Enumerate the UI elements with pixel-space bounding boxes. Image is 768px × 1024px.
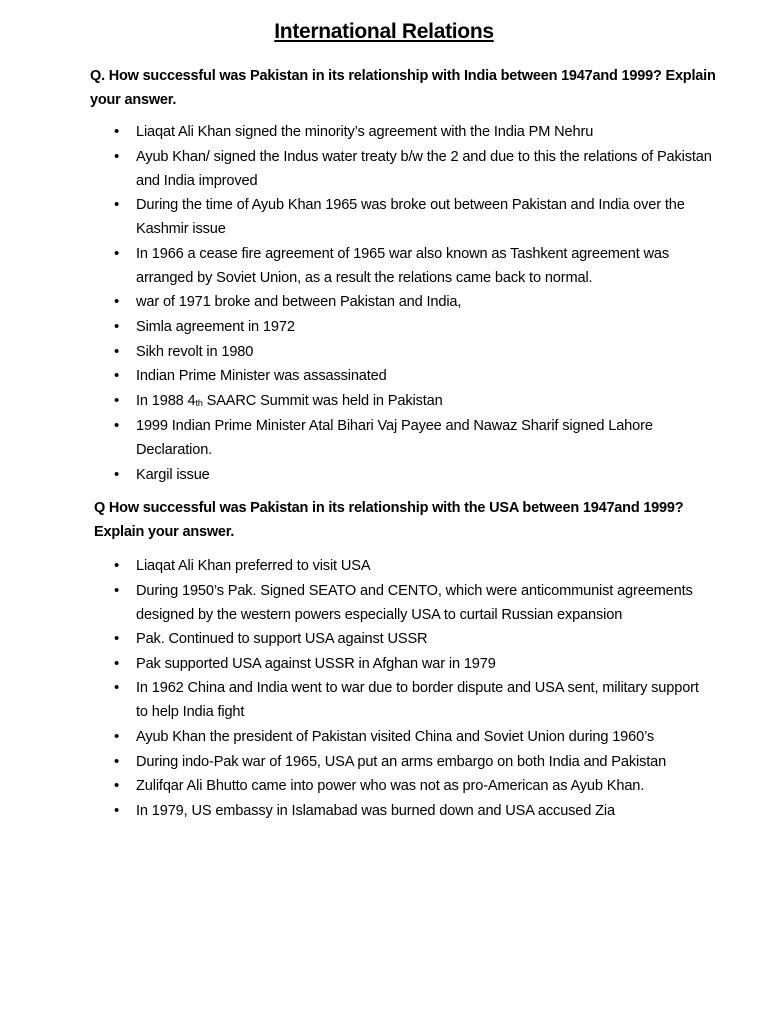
list-item-saarc xyxy=(0,389,768,414)
list-item xyxy=(0,627,768,651)
list-item xyxy=(0,364,768,388)
list-item xyxy=(0,145,768,193)
list-item xyxy=(0,579,768,627)
bullet-icon: • xyxy=(114,147,120,165)
list-item-text: Zulifqar Ali Bhutto came into power who was not as pro-American as Ayub Khan. xyxy=(136,778,645,795)
list-item-text: In 1966 a cease fire agreement of 1965 war also known as Tashkent agreement was arranged by Soviet Union, as a result the relations came back to normal. xyxy=(136,245,670,286)
bullet-icon: • xyxy=(114,752,120,770)
list-item xyxy=(0,193,768,241)
question-india: Q. How successful was Pakistan in its relationship with India between 1947and 1999? Explain your answer. xyxy=(90,68,716,108)
list-item-text: During 1950’s Pak. Signed SEATO and CENTO, which were anticommunist agreements designed by the western powers especially USA to curtail Russian expansion xyxy=(136,582,693,623)
saarc-ordinal-suffix: th xyxy=(195,397,203,408)
bullet-icon: • xyxy=(114,244,120,262)
bullet-icon: • xyxy=(114,630,120,648)
saarc-prefix: In 1988 4 xyxy=(136,392,196,409)
bullet-icon: • xyxy=(114,367,120,385)
list-item xyxy=(0,340,768,364)
bullet-icon: • xyxy=(114,417,120,435)
list-item-text: 1999 Indian Prime Minister Atal Bihari Vaj Payee and Nawaz Sharif signed Lahore Declaration. xyxy=(136,418,653,459)
list-item xyxy=(0,799,768,823)
list-item xyxy=(0,414,768,462)
bullet-icon: • xyxy=(114,123,120,140)
list-item-text: In 1979, US embassy in Islamabad was burned down and USA accused Zia xyxy=(136,802,615,819)
bullet-icon: • xyxy=(114,801,120,819)
page-title: International Relations xyxy=(274,20,494,43)
list-item-text: Pak supported USA against USSR in Afghan war in 1979 xyxy=(136,655,496,672)
list-item xyxy=(0,652,768,676)
bullet-icon: • xyxy=(114,196,120,214)
list-item xyxy=(0,774,768,798)
bullet-icon: • xyxy=(114,777,120,795)
list-item xyxy=(0,463,768,487)
bullet-icon: • xyxy=(114,679,120,697)
bullet-icon: • xyxy=(114,342,120,360)
list-item xyxy=(0,750,768,774)
list-item xyxy=(0,315,768,339)
bullet-icon: • xyxy=(114,581,120,599)
list-item-text: During indo-Pak war of 1965, USA put an arms embargo on both India and Pakistan xyxy=(136,753,667,770)
list-item xyxy=(0,242,768,290)
list-item-text: Ayub Khan/ signed the Indus water treaty b/w the 2 and due to this the relations of Pakistan and India improved xyxy=(136,148,712,189)
usa-bullet-list xyxy=(0,554,768,823)
saarc-rest: SAARC Summit was held in Pakistan xyxy=(202,392,443,409)
india-bullet-list xyxy=(0,120,768,488)
list-item-text: Pak. Continued to support USA against USSR xyxy=(136,631,428,648)
list-item-text: Ayub Khan the president of Pakistan visited China and Soviet Union during 1960’s xyxy=(136,728,655,745)
list-item xyxy=(0,725,768,749)
list-item-text: Indian Prime Minister was assassinated xyxy=(136,368,387,385)
bullet-icon: • xyxy=(114,465,120,483)
bullet-icon: • xyxy=(114,293,120,311)
bullet-icon: • xyxy=(114,557,120,574)
bullet-icon: • xyxy=(114,391,120,409)
list-item xyxy=(0,290,768,314)
list-item xyxy=(0,676,768,724)
list-item-text: Sikh revolt in 1980 xyxy=(136,343,254,360)
bullet-icon: • xyxy=(114,654,120,672)
list-item-text: war of 1971 broke and between Pakistan and India, xyxy=(136,294,462,311)
list-item-text: Simla agreement in 1972 xyxy=(136,318,295,335)
bullet-icon: • xyxy=(114,317,120,335)
list-item-text: Kargil issue xyxy=(136,466,210,483)
list-item-text: Liaqat Ali Khan signed the minority’s agreement with the India PM Nehru xyxy=(136,124,594,140)
list-item-text: During the time of Ayub Khan 1965 was broke out between Pakistan and India over the Kashmir issue xyxy=(136,197,685,238)
list-item-text: In 1962 China and India went to war due to border dispute and USA sent, military support to help India fight xyxy=(136,680,699,721)
list-item xyxy=(0,554,768,578)
list-item-text: Liaqat Ali Khan preferred to visit USA xyxy=(136,558,371,574)
list-item xyxy=(0,120,768,144)
bullet-icon: • xyxy=(114,727,120,745)
question-usa: Q How successful was Pakistan in its relationship with the USA between 1947and 1999? Explain your answer. xyxy=(94,500,684,540)
